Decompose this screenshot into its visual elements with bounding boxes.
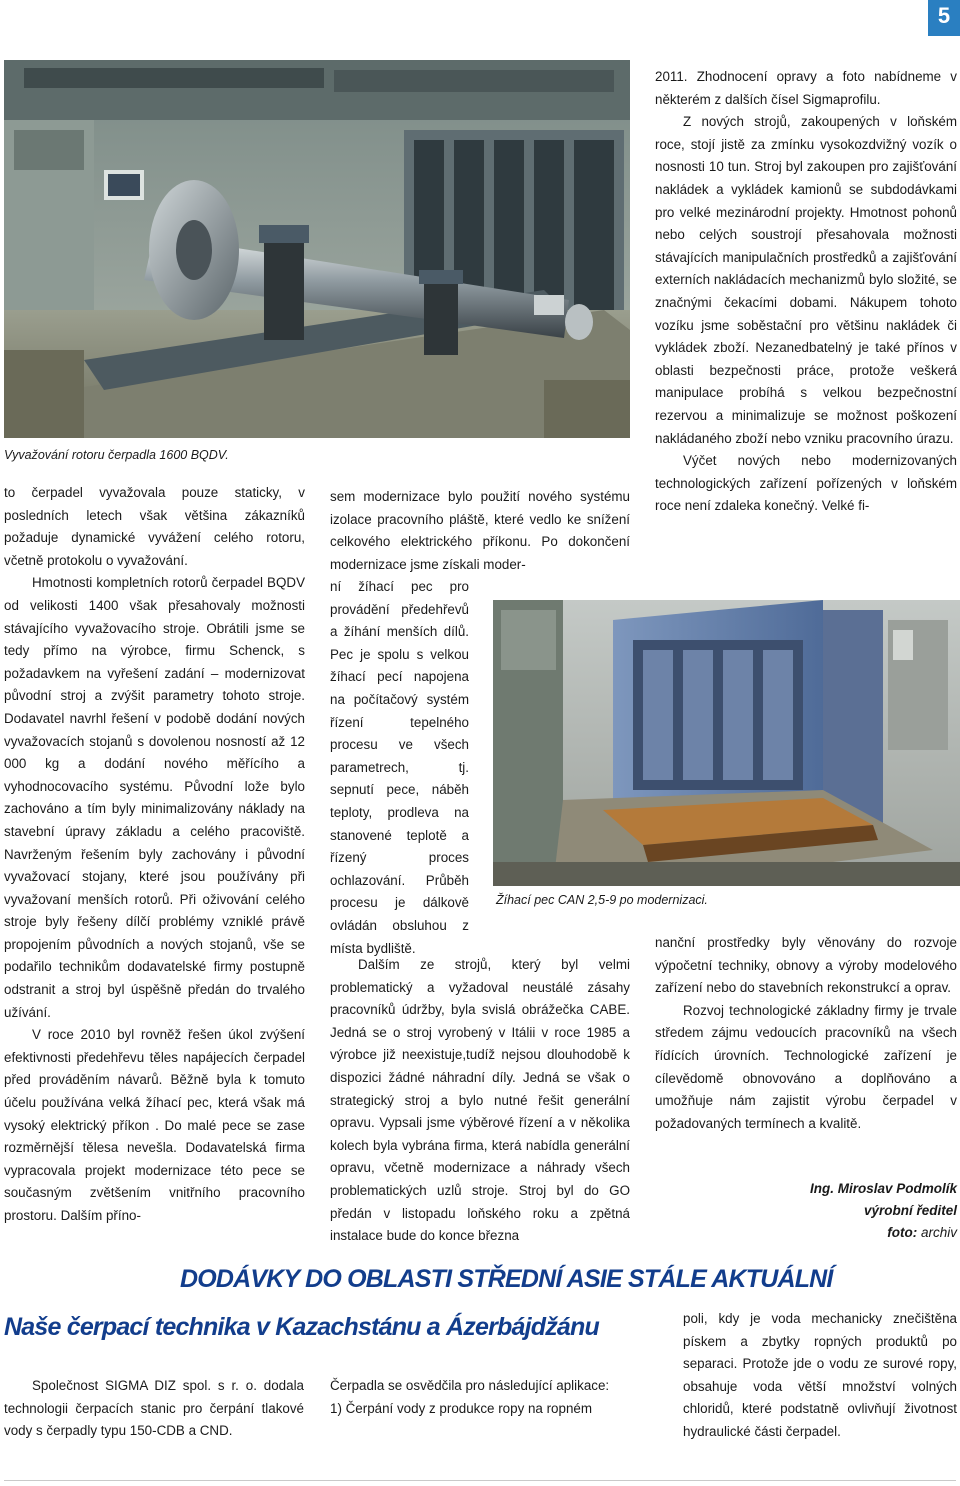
article1-middle-paragraph: Dalším ze strojů, který byl velmi problematický a vyžadoval neustálé zásahy pracovníků údržby, byla svislá obrážečka CABE. Jedná se o stroj vyrobený v Itálii v roce 1985 a výrobce již neexistuje,tudíž nejsou dlouhodobě k dispozici žádné náhradní díly. Jedná se však o strategický stroj a bylo nutné řešit generální opravu. Vypsali jsme výběrové řízení a v několika kolech byla vybrána firma, která nabídla generální opravu, včetně modernizace a náhrady všech problematických uzlů stroje. Stroj byl do GO předán v listopadu loňského roku a zpětná instalace bude do konce března [330, 957, 630, 1244]
article2-paragraph: poli, kdy je voda mechanicky znečištěna pískem a zbytky ropných produktů po separaci. Protože jde o vodu ze surové ropy, obsahuje voda větší množství volných chloridů, které podstatně ovlivňují životnost hydraulické části čerpadel. [683, 1311, 957, 1439]
article2-paragraph: Společnost SIGMA DIZ spol. s r. o. dodala technologii čerpacích stanic pro čerpání tlakové vody s čerpadly typu 150-CDB a CND. [4, 1378, 304, 1439]
article2-paragraph: Čerpadla se osvědčila pro následující aplikace: [330, 1378, 610, 1393]
article1-right-top [655, 66, 957, 518]
article2-col2 [330, 1375, 630, 1420]
annealing-furnace-illustration [493, 600, 960, 886]
article1-middle-paragraph: sem modernizace bylo použití nového systému izolace pracovního pláště, které vedlo ke snížení celkového elektrického příkonu. Po dokončení modernizace jsme získali moder- [330, 489, 630, 572]
article1-right-paragraph: Rozvoj technologické základny firmy je trvale středem zájmu vedoucích pracovníků na všech řídících úrovních. Technologické zařízení je cílevědomě obnovováno a doplňováno a umožňuje nám zajistit výrobu čerpadel v požadovaných termínech a kvalitě. [655, 1002, 957, 1131]
annealing-furnace-photo [493, 600, 960, 886]
article1-left-paragraph: Hmotnosti kompletních rotorů čerpadel BQDV od velikosti 1400 však přesahovaly možnosti stávajícího vyvažovacího stroje. Obrátili jsme se tedy přímo na výrobce, firmu Schenck, s požadavkem na vyřešení zadání – modernizovat původní stroj a zvýšit parametry tohoto stroje. Dodavatel navrhl řešení v podobě dodání nových vyvažovacích stojanů s dovolenou nosností až 12 000 kg a dodání nového měřícího a vyhodnocovacího systému. Původní lože bylo zachováno a tím byly minimalizovány náklady na stavební úpravy základu a celého pracoviště. Navrženým řešením byly zachovány i původní vyvažovací stojany, které jsou používány při vyvažovaní menších rotorů. Při oživování celého stroje byly řešeny dílčí problémy vzniklé právě propojením původních a nových stojanů, vše se podařilo technikům dodavatelské firmy postupně odstranit a stroj byl úspěšně předán do trvalého užívání. [4, 575, 305, 1020]
author-signature [700, 1178, 957, 1244]
article1-right-paragraph: Výčet nových nebo modernizovaných technologických zařízení pořízených v loňském roce není zdaleka konečný. Velké fi- [655, 453, 957, 514]
article2-kicker: DODÁVKY DO OBLASTI STŘEDNÍ ASIE STÁLE AKTUÁLNÍ [180, 1265, 833, 1293]
article1-right-paragraph: Z nových strojů, zakoupených v loňském roce, stojí jistě za zmínku vysokozdvižný vozík o nosnosti 10 tun. Stroj byl zakoupen pro zajišťování nakládek a vykládek kamionů se subdodávkami pro velké mezinárodní projekty. Hmotnost pohonů nebo celých soustrojí přesahovala možnosti stávajících manipulačních prostředků a zajišťování externích nakládacích mechanizmů bylo složité, se značnými čekacími dobami. Nákupem tohoto vozíku jsme soběstační pro většinu nakládek či vykládek zboží. Nezanedbatelný je také přínos v oblasti bezpečnosti práce, protože veškerá manipulace probíhá s velkou bezpečnostní rezervou a minimalizuje se možnost poškození nakládaného zboží nebo vzniku pracovního úrazu. [655, 114, 957, 446]
article1-right-paragraph: nanční prostředky byly věnovány do rozvoje výpočetní techniky, obnovy a výroby modelového zařízení nebo do stavebních rekonstrukcí a oprav. [655, 935, 957, 996]
page-bottom-rule [4, 1480, 956, 1481]
rotor-photo-caption: Vyvažování rotoru čerpadla 1600 BQDV. [4, 448, 229, 462]
rotor-balancing-illustration [4, 60, 630, 438]
rotor-balancing-photo [4, 60, 630, 438]
article1-right-bottom [655, 932, 957, 1135]
page-number-badge: 5 [928, 0, 960, 36]
article1-left-column [4, 482, 305, 1228]
article1-middle-top [330, 486, 630, 576]
article1-middle-bottom [330, 954, 630, 1248]
article1-right-paragraph: 2011. Zhodnocení opravy a foto nabídneme v některém z dalších čísel Sigmaprofilu. [655, 69, 957, 107]
article1-middle-narrow [330, 576, 469, 960]
article1-left-paragraph: V roce 2010 byl rovněž řešen úkol zvýšení efektivnosti předehřevu těles napájecích čerpadel před prováděním návarů. Běžně byla k tomuto účelu používána velká žíhací pec, která však má vysoký elektrický příkon . Do malé pece se zase rozměrnější tělesa nevešla. Dodavatelská firma vypracovala projekt modernizace této pece se současným zvětšením vnitřního pracovního prostoru. Dalším příno- [4, 1027, 305, 1223]
author-role: výrobní ředitel [863, 1203, 957, 1218]
photo-credit: foto: archiv [887, 1225, 957, 1240]
article1-left-paragraph: to čerpadel vyvažovala pouze staticky, v posledních letech však většina zákazníků požaduje dynamické vyvážení celého rotoru, včetně protokolu o vyvažování. [4, 485, 305, 568]
article2-col3 [683, 1308, 957, 1444]
author-name: Ing. Miroslav Podmolík [809, 1181, 957, 1196]
article1-middle-paragraph: ní žíhací pec pro provádění předehřevů a žíhání menších dílů. Pec je spolu s velkou žíhací pecí napojena na počítačový systém řízení tepelného procesu ve všech parametrech, tj. sepnutí pece, náběh teploty, prodleva na stanovené teplotě a řízený proces ochlazování. Průběh procesu je dálkově ovládán obsluhou z místa bydliště. [330, 579, 469, 956]
article2-col1 [4, 1375, 304, 1443]
article2-list-item: 1) Čerpání vody z produkce ropy na ropném [330, 1400, 593, 1416]
furnace-photo-caption: Žíhací pec CAN 2,5-9 po modernizaci. [496, 893, 708, 907]
article2-title: Naše čerpací technika v Kazachstánu a Ázerbájdžánu [4, 1313, 599, 1341]
